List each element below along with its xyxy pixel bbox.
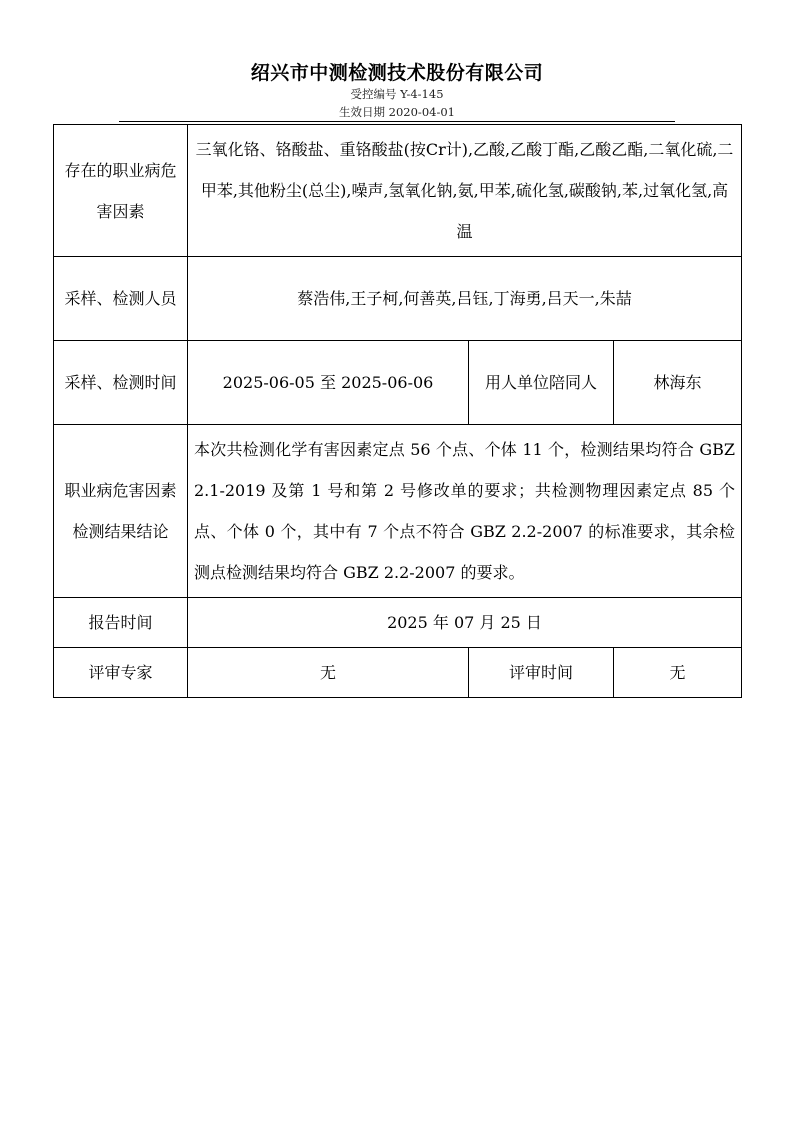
report-time-row — [54, 598, 742, 648]
company-name: 绍兴市中测检测技术股份有限公司 — [250, 62, 544, 84]
time-label: 采样、检测时间 — [54, 341, 188, 425]
conclusion-row — [54, 425, 742, 598]
report-table — [53, 124, 742, 698]
conclusion-label: 职业病危害因素检测结果结论 — [54, 425, 188, 598]
escort-label: 用人单位陪同人 — [469, 341, 614, 425]
time-value: 2025-06-05 至 2025-06-06 — [188, 341, 469, 425]
personnel-value: 蔡浩伟,王子柯,何善英,吕钰,丁海勇,吕天一,朱喆 — [188, 257, 742, 341]
header-divider — [119, 121, 675, 122]
escort-value: 林海东 — [614, 341, 742, 425]
personnel-label: 采样、检测人员 — [54, 257, 188, 341]
personnel-row — [54, 257, 742, 341]
hazards-value: 三氧化铬、铬酸盐、重铬酸盐(按Cr计),乙酸,乙酸丁酯,乙酸乙酯,二氧化硫,二甲苯,其他粉尘(总尘),噪声,氢氧化钠,氨,甲苯,硫化氢,碳酸钠,苯,过氧化氢,高温 — [188, 125, 742, 257]
review-row — [54, 648, 742, 698]
review-expert-label: 评审专家 — [54, 648, 188, 698]
time-row — [54, 341, 742, 425]
hazards-label: 存在的职业病危害因素 — [54, 125, 188, 257]
effective-date: 生效日期 2020-04-01 — [339, 105, 455, 119]
report-time-label: 报告时间 — [54, 598, 188, 648]
conclusion-value: 本次共检测化学有害因素定点 56 个点、个体 11 个，检测结果均符合 GBZ 2.1-2019 及第 1 号和第 2 号修改单的要求；共检测物理因素定点 85 个点、个体 0 个，其中有 7 个点不符合 GBZ 2.2-2007 的标准要求，其余检测点检测结果均符合 GBZ 2.2-2007 的要求。 — [188, 425, 742, 598]
report-time-value: 2025 年 07 月 25 日 — [188, 598, 742, 648]
review-time-value: 无 — [614, 648, 742, 698]
review-time-label: 评审时间 — [469, 648, 614, 698]
control-number: 受控编号 Y-4-145 — [350, 87, 444, 101]
review-expert-value: 无 — [188, 648, 469, 698]
hazards-row — [54, 125, 742, 257]
